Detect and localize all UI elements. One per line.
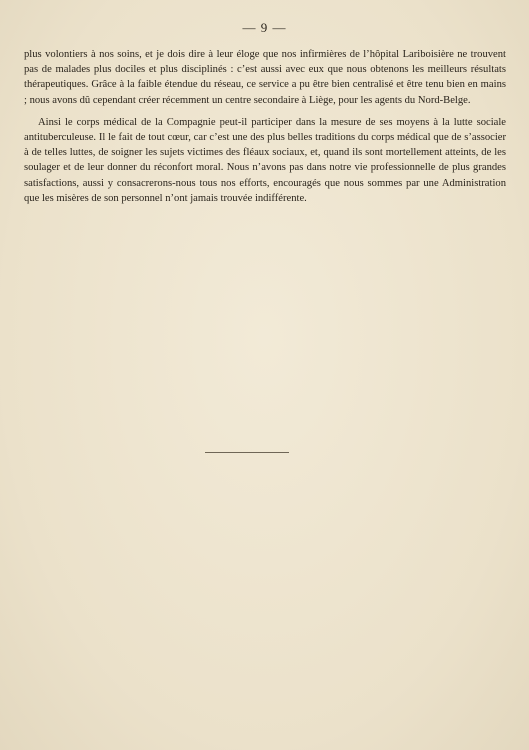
page-number: — 9 — <box>242 20 287 35</box>
body-text <box>24 47 506 206</box>
paragraph-conclusion: Ainsi le corps médical de la Compagnie peut-il participer dans la mesure de ses moyens à la lutte sociale antituberculeuse. Il le fait de tout cœur, car c’est une des plus belles traditions du corps médical que de s’associer à de telles luttes, de soigner les sujets victimes des fléaux sociaux, et, quand ils sont mortellement atteints, de les soulager et de leur donner du réconfort moral. Nous n’avons pas dans notre vie professionnelle de plus grandes satisfactions, aussi y consacrerons-nous tous nos efforts, encouragés que nous sommes par une Administration que les misères de son personnel n’ont jamais trouvée indifférente. <box>24 116 506 204</box>
section-end-rule <box>205 452 289 453</box>
paragraph-continuation: plus volontiers à nos soins, et je dois dire à leur éloge que nos infirmières de l’hôpital Lariboisière ne trouvent pas de malades plus dociles et plus disciplinés : c’est aussi avec eux que nous obtenons les meilleurs résultats thérapeutiques. Grâce à la faible étendue du réseau, ce service a pu être bien centralisé et être tenu bien en mains ; nous avons dû cependant créer récemment un centre secondaire à Liège, pour les agents du Nord-Belge. <box>24 49 506 106</box>
